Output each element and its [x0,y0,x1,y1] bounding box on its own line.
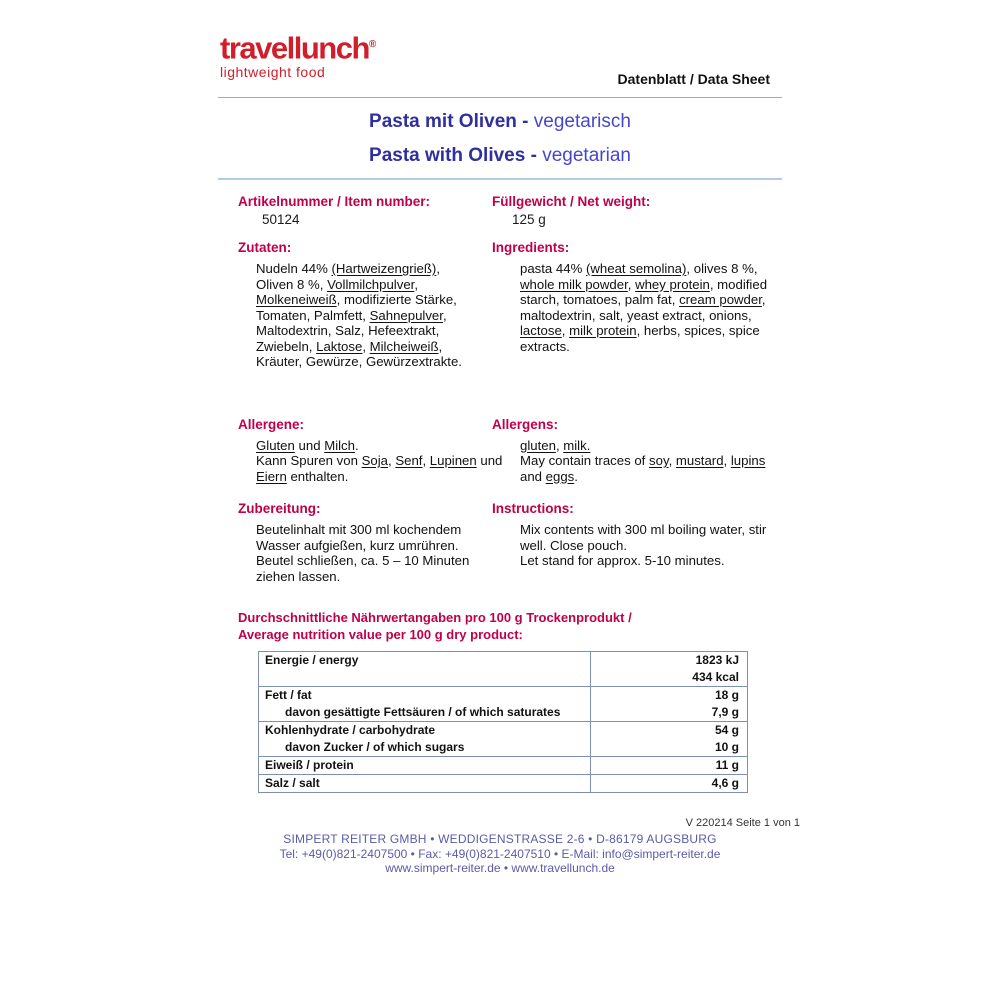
item-number-label: Artikelnummer / Item number: [238,194,431,209]
nutrition-row-saturates [259,704,748,722]
logo-tagline: lightweight food [220,64,326,81]
product-title-en [218,139,782,173]
nutrition-row-energy [259,652,748,670]
product-name-de: Pasta mit Oliven [369,111,517,132]
ingredients-de-section [238,239,492,370]
title-separator-de: - [516,111,534,132]
fat-label: Fett / fat [259,687,591,705]
allergens-en-section [492,416,782,485]
salt-value: 4,6 g [591,775,748,793]
carbohydrate-value: 54 g [591,722,748,740]
company-address-line: SIMPERT REITER GMBH • WEDDIGENSTRASSE 2-6 • D-86179 AUGSBURG [283,832,717,846]
ingredients-de-label: Zutaten: [238,240,292,255]
nutrition-row-carbohydrate [259,722,748,740]
product-variant-en: vegetarian [542,145,631,166]
datasheet-heading: Datenblatt / Data Sheet [617,71,770,87]
nutrition-table [258,651,748,793]
protein-value: 11 g [591,757,748,775]
instructions-en-section [492,500,782,584]
salt-label: Salz / salt [259,775,591,793]
travellunch-logo [220,28,376,80]
fat-value: 18 g [591,687,748,705]
instructions-en-label: Instructions: [492,501,574,516]
ingredients-en-section [492,239,782,370]
item-number-value: 50124 [262,212,300,227]
nutrition-heading-en: Average nutrition value per 100 g dry product: [238,626,523,642]
nutrition-row-energy-kcal [259,669,748,687]
preparation-de-text: Beutelinhalt mit 300 ml kochendem Wasser aufgießen, kurz umrühren. Beutel schließen, ca. 5 – 10 Minuten ziehen lassen. [256,522,470,584]
net-weight-value: 125 g [512,212,546,227]
product-title-de [218,105,782,139]
sugars-value: 10 g [591,739,748,757]
nutrition-row-protein [259,757,748,775]
net-weight-section [492,193,782,228]
ingredients-en-label: Ingredients: [492,240,570,255]
preparation-row [218,500,782,584]
contact-line: Tel: +49(0)821-2407500 • Fax: +49(0)821-2407510 • E-Mail: info@simpert-reiter.de [279,846,721,861]
saturates-label: davon gesättigte Fettsäuren / of which saturates [285,705,561,719]
allergens-de-label: Allergene: [238,416,305,432]
nutrition-row-salt [259,775,748,793]
instructions-en-text: Mix contents with 300 ml boiling water, stir well. Close pouch. Let stand for approx. 5-10 minutes. [520,522,767,568]
allergens-row [218,416,782,485]
content-column [218,0,800,876]
allergens-de-section [238,416,503,485]
energy-kj-value: 1823 kJ [591,652,748,670]
masthead [218,0,782,97]
nutrition-heading-de: Durchschnittliche Nährwertangaben pro 100 g Trockenprodukt / [238,610,632,625]
ingredients-de-text: Nudeln 44% (Hartweizengrieß), Oliven 8 %, Vollmilchpulver, Molkeneiweiß, modifizierte Stärke, Tomaten, Palmfett, Sahnepulver, Maltodextrin, Salz, Hefeextrakt, Zwiebeln, Laktose, Milcheiweiß, Kräuter, Gewürze, Gewürzextrakte. [256,261,462,369]
product-variant-de: vegetarisch [533,111,631,132]
allergens-de-text: Gluten und Milch. Kann Spuren von Soja, Senf, Lupinen und Eiern enthalten. [256,437,503,484]
energy-label: Energie / energy [259,652,591,670]
protein-label: Eiweiß / protein [259,757,591,775]
title-divider [218,178,782,180]
saturates-value: 7,9 g [591,704,748,722]
title-separator-en: - [525,145,543,166]
version-note: V 220214 Seite 1 von 1 [685,817,800,829]
ingredients-en-text: pasta 44% (wheat semolina), olives 8 %, whole milk powder, whey protein, modified starch, tomatoes, palm fat, cream powder, maltodextrin, salt, yeast extract, onions, lactose, milk protein, herbs, spices, spice extracts. [520,261,768,354]
carbohydrate-label: Kohlenhydrate / carbohydrate [259,722,591,740]
net-weight-label: Füllgewicht / Net weight: [492,194,651,209]
registered-trademark-icon: ® [368,39,377,50]
logo-wordmark [220,28,376,65]
product-name-en: Pasta with Olives [369,145,526,166]
allergens-en-label: Allergens: [492,416,559,432]
nutrition-row-fat [259,687,748,705]
preparation-de-label: Zubereitung: [238,501,321,516]
logo-text: travellunch [220,30,369,66]
nutrition-heading [238,610,782,643]
preparation-de-section [238,500,492,584]
websites-line: www.simpert-reiter.de • www.travellunch.de [385,861,615,875]
energy-kcal-value: 434 kcal [591,669,748,687]
nutrition-row-sugars [259,739,748,757]
product-title-block [218,98,782,178]
sugars-label: davon Zucker / of which sugars [285,740,465,754]
ingredients-row [218,239,782,370]
item-number-section [238,193,492,228]
item-weight-row [218,193,782,228]
allergens-en-text: gluten, milk. May contain traces of soy, mustard, lupins and eggs. [520,437,766,484]
